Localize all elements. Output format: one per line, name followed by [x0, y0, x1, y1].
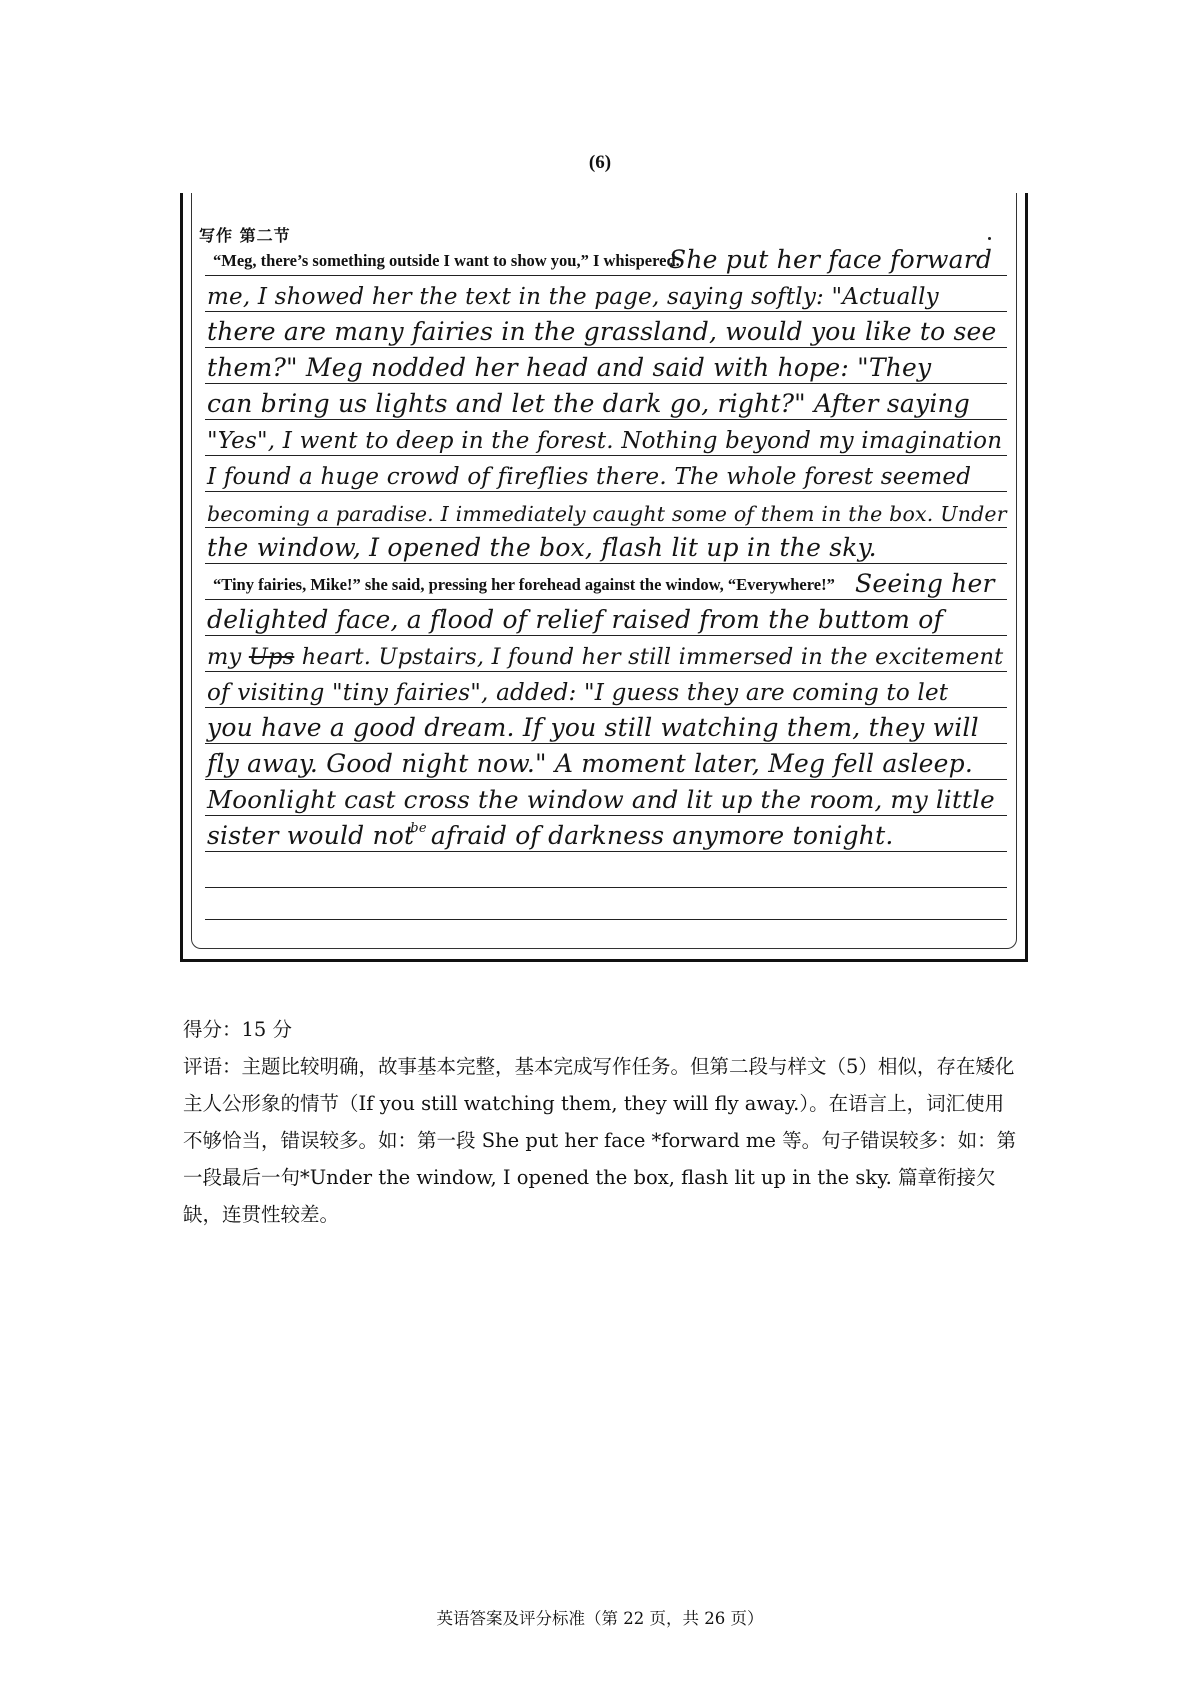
handwriting-word: my — [207, 644, 242, 670]
struck-out-word: Ups — [248, 644, 295, 670]
writing-line — [205, 673, 1007, 708]
score-text: 得分：15 分 — [183, 1018, 293, 1041]
writing-line — [205, 493, 1007, 528]
writing-line — [205, 529, 1007, 564]
writing-line — [205, 457, 1007, 492]
handwriting-line: you have a good dream. If you still watching them, they will — [207, 713, 979, 742]
handwriting-line: delighted face, a flood of relief raised from the buttom of — [207, 605, 943, 634]
writing-line — [205, 565, 1007, 600]
writing-line — [205, 817, 1007, 852]
answer-sheet — [180, 193, 1028, 962]
writing-line — [205, 349, 1007, 384]
sample-number: (6) — [588, 152, 612, 173]
handwriting-line — [207, 821, 893, 850]
handwriting-line — [207, 644, 1003, 670]
handwriting-line: of visiting "tiny fairies", added: "I guess they are coming to let — [207, 680, 949, 706]
handwriting-line: fly away. Good night now." A moment later, Meg fell asleep. — [207, 749, 974, 778]
writing-line — [205, 709, 1007, 744]
writing-line — [205, 385, 1007, 420]
writing-line — [205, 601, 1007, 636]
ink-dot — [988, 237, 991, 240]
handwriting-line: me, I showed her the text in the page, saying softly: "Actually — [207, 284, 939, 310]
grading-comments — [183, 1011, 1023, 1233]
handwriting-text: heart. Upstairs, I found her still immersed in the excitement — [301, 644, 1004, 670]
handwriting-line: them?" Meg nodded her head and said with hope: "They — [207, 353, 932, 382]
handwriting-line: can bring us lights and let the dark go, right?" After saying — [207, 389, 970, 418]
review-text: 评语：主题比较明确，故事基本完整，基本完成写作任务。但第二段与样文（5）相似，存在矮化主人公形象的情节（If you still watching them, they will fly away.）。在语言上，词汇使用不够恰当，错误较多。如：第一段 She put her face *forward me 等。句子错误较多：如：第一段最后一句*Under the window, I opened the box, flash lit up in the sky. 篇章衔接欠缺，连贯性较差。 — [183, 1055, 1017, 1226]
paragraph-prompt-1: “Meg, there’s something outside I want to show you,” I whispered. — [213, 251, 680, 270]
page-footer: 英语答案及评分标准（第 22 页，共 26 页） — [436, 1609, 764, 1628]
handwriting-line: "Yes", I went to deep in the forest. Nothing beyond my imagination — [207, 428, 1003, 454]
writing-line — [205, 781, 1007, 816]
handwriting-line: Moonlight cast cross the window and lit up the room, my little — [207, 785, 995, 814]
writing-line — [205, 277, 1007, 312]
writing-line — [205, 745, 1007, 780]
paragraph-prompt-2: “Tiny fairies, Mike!” she said, pressing her forehead against the window, “Everywhere!” — [213, 575, 835, 594]
sheet-section-title: 写作 第二节 — [199, 226, 291, 245]
handwriting-line: I found a huge crowd of fireflies there. The whole forest seemed — [207, 464, 972, 490]
handwriting-text: afraid of darkness anymore tonight. — [430, 821, 894, 850]
writing-line-empty — [205, 889, 1007, 920]
handwriting-line: Seeing her — [855, 569, 995, 598]
inserted-word: be — [410, 821, 427, 836]
handwriting-text: sister would not — [207, 821, 415, 850]
writing-line — [205, 241, 1007, 276]
writing-line-empty — [205, 853, 1007, 888]
handwriting-line: becoming a paradise. I immediately caught some of them in the box. Under — [207, 502, 1007, 526]
handwriting-line: the window, I opened the box, flash lit up in the sky. — [207, 533, 877, 562]
handwriting-line: there are many fairies in the grassland, would you like to see — [207, 317, 997, 346]
handwriting-line: She put her face forward — [669, 245, 993, 274]
writing-line — [205, 313, 1007, 348]
writing-line — [205, 637, 1007, 672]
writing-line — [205, 421, 1007, 456]
